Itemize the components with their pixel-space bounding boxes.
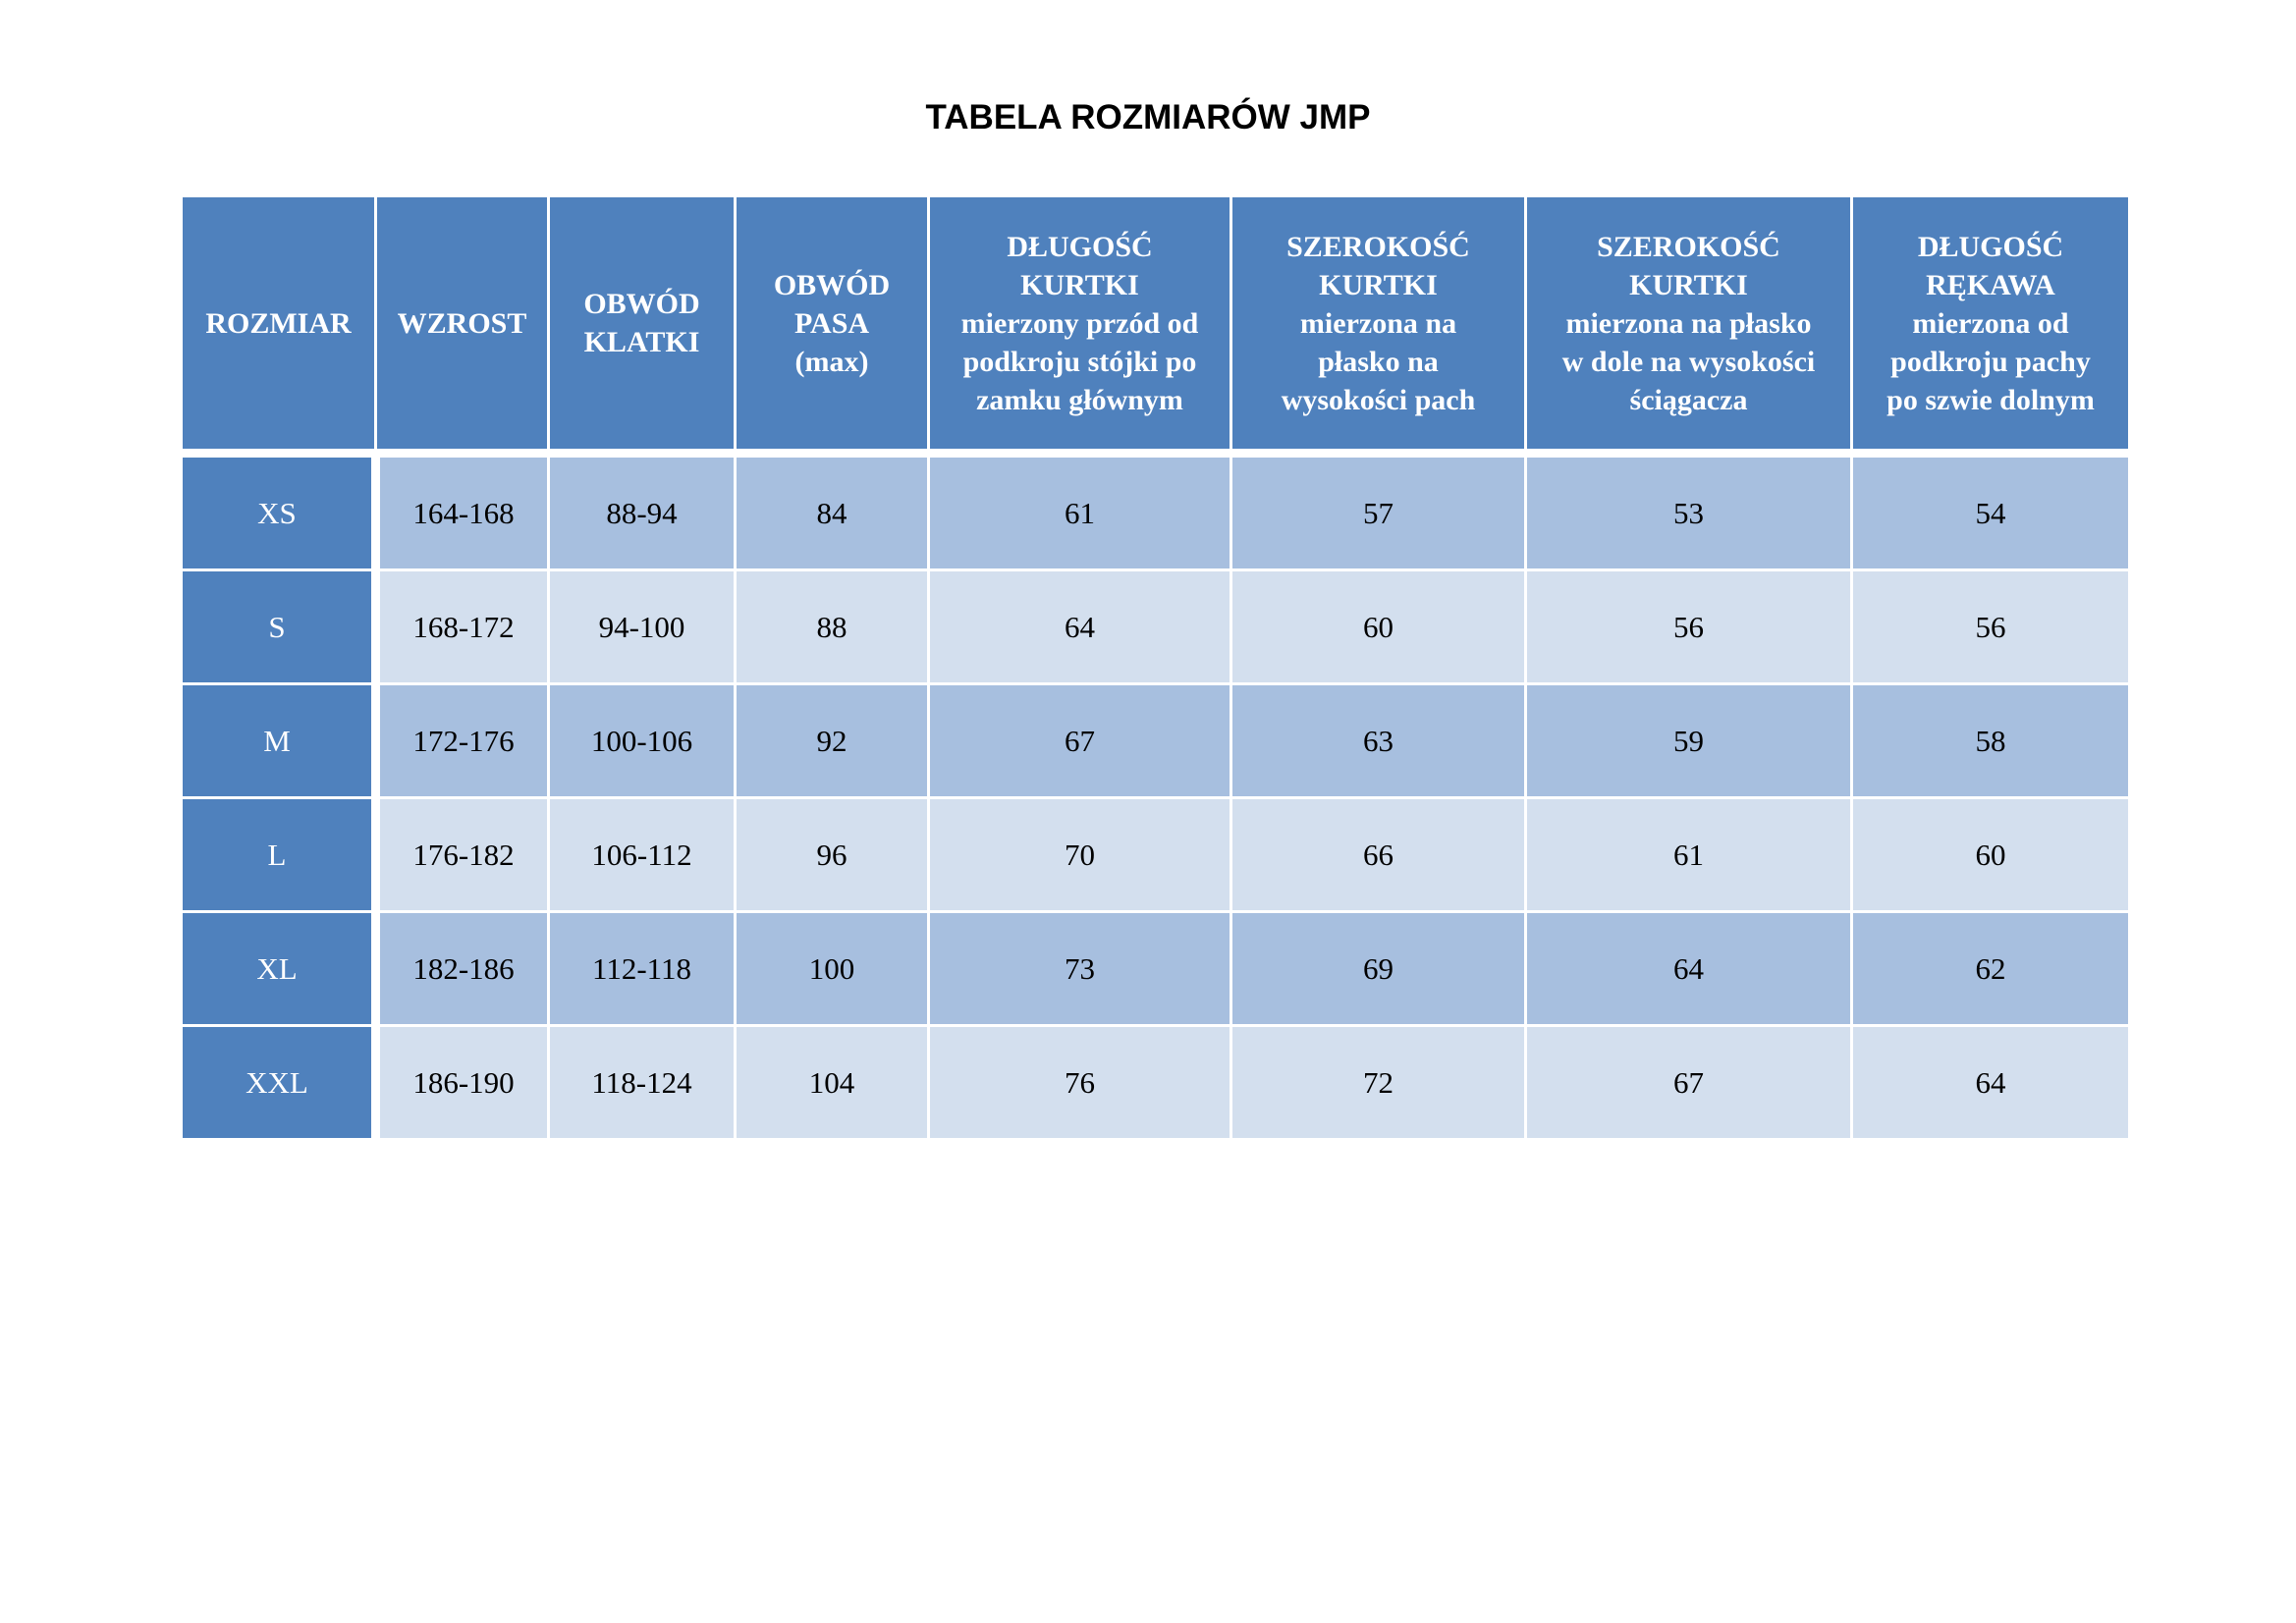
header-szerokosc-kurtki-sciagacz: [1526, 196, 1852, 454]
size-label-cell: S: [182, 570, 376, 684]
header-dlugosc-rekawa: [1852, 196, 2130, 454]
table-cell: 73: [929, 912, 1231, 1026]
header-line: mierzony przód od: [960, 306, 1199, 340]
header-line: WZROST: [397, 306, 527, 340]
table-cell: 69: [1231, 912, 1526, 1026]
table-cell: 64: [1852, 1026, 2130, 1140]
header-line: KLATKI: [583, 326, 700, 358]
table-cell: 60: [1852, 798, 2130, 912]
table-cell: 92: [736, 684, 929, 798]
table-cell: 66: [1231, 798, 1526, 912]
header-line: ściągacza: [1629, 383, 1748, 416]
table-cell: 64: [1526, 912, 1852, 1026]
header-line: w dole na wysokości: [1561, 345, 1816, 378]
header-row: [182, 196, 2130, 454]
header-line: KURTKI: [1629, 268, 1748, 301]
table-cell: 64: [929, 570, 1231, 684]
header-line: KURTKI: [1319, 268, 1438, 301]
table-cell: 72: [1231, 1026, 1526, 1140]
table-cell: 164-168: [376, 454, 549, 570]
table-cell: 53: [1526, 454, 1852, 570]
header-line: podkroju pachy: [1890, 345, 2091, 378]
table-cell: 58: [1852, 684, 2130, 798]
table-cell: 88: [736, 570, 929, 684]
table-cell: 100: [736, 912, 929, 1026]
table-cell: 63: [1231, 684, 1526, 798]
size-label-cell: L: [182, 798, 376, 912]
table-cell: 84: [736, 454, 929, 570]
header-obwod-klatki: [549, 196, 736, 454]
size-chart-table: [180, 194, 2131, 1141]
header-line: OBWÓD: [773, 268, 891, 301]
table-cell: 94-100: [549, 570, 736, 684]
table-row: [182, 798, 2130, 912]
header-line: DŁUGOŚĆ: [1917, 230, 2064, 263]
header-dlugosc-kurtki: [929, 196, 1231, 454]
header-line: wysokości pach: [1281, 383, 1476, 416]
size-label-cell: XL: [182, 912, 376, 1026]
table-cell: 67: [1526, 1026, 1852, 1140]
header-line: zamku głównym: [976, 383, 1183, 416]
table-row: [182, 1026, 2130, 1140]
table-cell: 100-106: [549, 684, 736, 798]
table-cell: 54: [1852, 454, 2130, 570]
table-cell: 56: [1526, 570, 1852, 684]
header-line: mierzona od: [1912, 306, 2069, 340]
table-cell: 61: [929, 454, 1231, 570]
table-cell: 59: [1526, 684, 1852, 798]
table-cell: 57: [1231, 454, 1526, 570]
table-cell: 56: [1852, 570, 2130, 684]
table-row: [182, 684, 2130, 798]
page-title: TABELA ROZMIARÓW JMP: [925, 98, 1371, 136]
table-cell: 118-124: [549, 1026, 736, 1140]
header-line: RĘKAWA: [1926, 268, 2055, 301]
table-cell: 61: [1526, 798, 1852, 912]
table-cell: 172-176: [376, 684, 549, 798]
header-line: KURTKI: [1020, 268, 1139, 301]
header-line: PASA: [793, 306, 870, 340]
table-cell: 112-118: [549, 912, 736, 1026]
table-cell: 186-190: [376, 1026, 549, 1140]
table-cell: 96: [736, 798, 929, 912]
header-line: DŁUGOŚĆ: [1007, 230, 1153, 263]
header-line: mierzona na płasko: [1565, 306, 1812, 340]
table-cell: 176-182: [376, 798, 549, 912]
table-cell: 70: [929, 798, 1231, 912]
size-label-cell: XXL: [182, 1026, 376, 1140]
header-line: OBWÓD: [583, 288, 700, 320]
table-row: [182, 912, 2130, 1026]
table-cell: 168-172: [376, 570, 549, 684]
table-row: [182, 454, 2130, 570]
header-rozmiar: [182, 196, 376, 454]
size-label-cell: XS: [182, 454, 376, 570]
table-cell: 67: [929, 684, 1231, 798]
header-wzrost: [376, 196, 549, 454]
header-line: (max): [794, 345, 869, 378]
header-line: po szwie dolnym: [1886, 383, 2095, 416]
table-cell: 104: [736, 1026, 929, 1140]
table-cell: 88-94: [549, 454, 736, 570]
table-row: [182, 570, 2130, 684]
header-line: ROZMIAR: [205, 306, 352, 340]
table-cell: 106-112: [549, 798, 736, 912]
header-line: płasko na: [1318, 345, 1439, 378]
table-cell: 62: [1852, 912, 2130, 1026]
table-cell: 182-186: [376, 912, 549, 1026]
header-obwod-pasa: [736, 196, 929, 454]
header-line: mierzona na: [1299, 306, 1457, 340]
header-line: podkroju stójki po: [962, 345, 1197, 378]
table-cell: 60: [1231, 570, 1526, 684]
size-label-cell: M: [182, 684, 376, 798]
header-szerokosc-kurtki-pach: [1231, 196, 1526, 454]
table-cell: 76: [929, 1026, 1231, 1140]
header-line: SZEROKOŚĆ: [1597, 230, 1780, 263]
header-line: SZEROKOŚĆ: [1286, 230, 1470, 263]
